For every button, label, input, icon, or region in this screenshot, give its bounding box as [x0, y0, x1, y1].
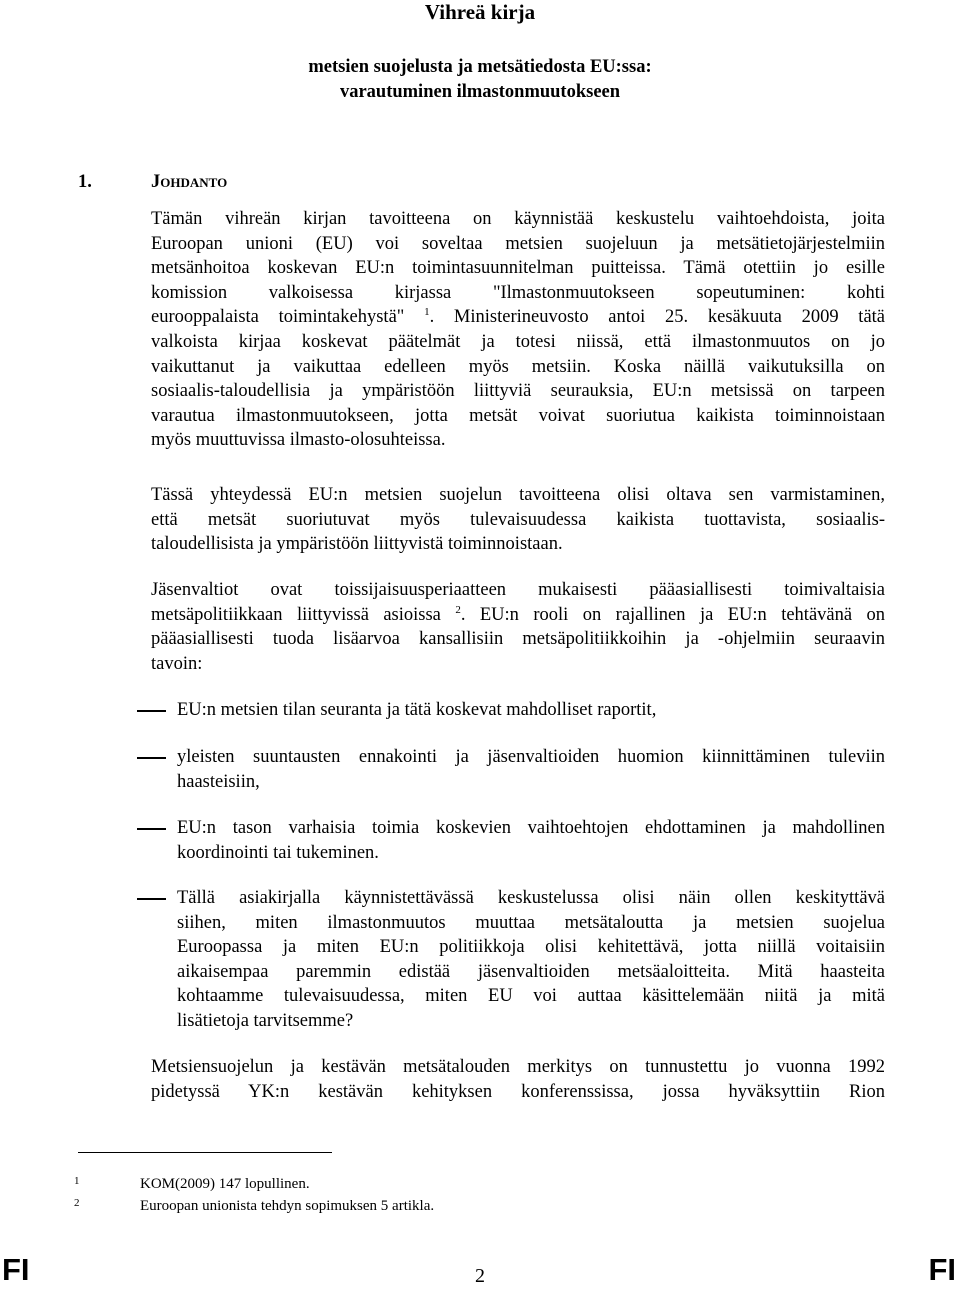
dash-icon [137, 757, 166, 759]
paragraph-line: että metsät suoriutuvat myös tulevaisuudessa kaikista tuottavista, sosiaalis- [151, 509, 885, 530]
bullet-line: koordinointi tai tukeminen. [177, 842, 379, 863]
footnote-text: KOM(2009) 147 lopullinen. [140, 1176, 310, 1192]
paragraph-line: pääasiallisesti tuoda lisäarvoa kansallisiin metsäpolitiikkoihin ja -ohjelmiin seuraavin [151, 629, 885, 650]
subtitle-line: metsien suojelusta ja metsätiedosta EU:ssa: [308, 57, 652, 77]
paragraph-line [151, 305, 885, 330]
paragraph-line: vaikuttanut ja vaikuttaa edelleen myös metsiin. Koska näillä vaikutuksilla on [151, 356, 885, 377]
paragraph-line: sosiaalis-taloudellisia ja ympäristöön liittyviä seurauksia, EU:n metsissä on tarpeen [151, 381, 885, 402]
paragraph-context [151, 483, 885, 557]
bullet-line: EU:n metsien tilan seuranta ja tätä koskevat mahdolliset raportit, [177, 700, 657, 720]
paragraph-intro [151, 207, 885, 453]
paragraph-line: Jäsenvaltiot ovat toissijaisuusperiaatteen mukaisesti pääasiallisesti toimivaltaisia [151, 580, 885, 600]
dash-icon [137, 828, 166, 830]
paragraph-line: pidetyssä YK:n kestävän kehityksen konferenssissa, jossa hyväksyttiin Rion [151, 1081, 885, 1102]
bullet-line: EU:n tason varhaisia toimia koskevien vaihtoehtojen ehdottaminen ja mahdollinen [177, 818, 885, 838]
bullet-line: haasteisiin, [177, 771, 260, 792]
paragraph-line: valkoista kirjaa koskevat päätelmät ja totesi niissä, että ilmastonmuutos on jo [151, 331, 885, 352]
section-heading [0, 169, 960, 195]
footnote-separator [78, 1152, 332, 1153]
footnote-number: 1 [74, 1175, 80, 1187]
line-text: eurooppalaista toimintakehystä" [151, 307, 405, 328]
paragraph-line: taloudellisista ja ympäristöön liittyvistä toiminnoistaan. [151, 534, 563, 555]
line-text: . Ministerineuvosto antoi 25. kesäkuuta 2009 tätä [429, 307, 886, 328]
footnote [0, 1195, 960, 1217]
bullet-line: kohtaamme tulevaisuudessa, miten EU voi auttaa käsittelemään niitä ja mitä [177, 986, 885, 1007]
footnote-number: 2 [74, 1197, 80, 1209]
bullet-line: aikaisempaa paremmin edistää jäsenvaltioiden metsäaloitteita. Mitä haasteita [177, 961, 885, 982]
paragraph-line: Metsiensuojelun ja kestävän metsätalouden merkitys on tunnustettu jo vuonna 1992 [151, 1057, 885, 1077]
document-subtitle [0, 55, 960, 105]
paragraph-line: Tässä yhteydessä EU:n metsien suojelun tavoitteena olisi oltava sen varmistaminen, [151, 485, 885, 505]
paragraph-line: komission valkoisessa kirjassa "Ilmastonmuutokseen sopeutuminen: kohti [151, 282, 885, 303]
paragraph-line: varautua ilmastonmuutokseen, jotta metsät voivat suoriutua kaikista toiminnoistaan [151, 405, 885, 426]
paragraph-line: metsänhoitoa koskevan EU:n toimintasuunnitelman puitteissa. Tämä otettiin jo esille [151, 258, 885, 279]
dash-icon [137, 898, 166, 900]
bullet-line: Tällä asiakirjalla käynnistettävässä keskustelussa olisi näin ollen keskityttävä [177, 888, 885, 908]
paragraph-line: myös muuttuvissa ilmasto-olosuhteissa. [151, 430, 446, 451]
section-number: 1. [78, 172, 92, 192]
document-title: Vihreä kirja [424, 0, 536, 24]
footnote-ref: 2 [455, 603, 461, 616]
subtitle-line: varautuminen ilmastonmuutokseen [339, 82, 621, 102]
paragraph-line: tavoin: [151, 653, 203, 674]
footnote-ref: 1 [424, 306, 430, 319]
paragraph-member-states [151, 578, 885, 676]
page-number: 2 [475, 1265, 485, 1287]
bullet-line: lisätietoja tarvitsemme? [177, 1010, 354, 1031]
footer-language-code: FI [928, 1252, 956, 1287]
paragraph-line [151, 603, 885, 628]
line-text: metsäpolitiikkaan liittyvissä asioissa [151, 604, 441, 625]
dash-icon [137, 710, 166, 712]
line-text: . EU:n rooli on rajallinen ja EU:n tehtävänä on [460, 604, 886, 625]
section-title: Johdanto [151, 172, 228, 192]
bullet-line: siihen, miten ilmastonmuutos muuttaa metsätaloutta ja metsien suojelua [177, 912, 885, 933]
bullet-line: yleisten suuntausten ennakointi ja jäsenvaltioiden huomion kiinnittäminen tuleviin [177, 747, 885, 767]
paragraph-line: Euroopan unioni (EU) voi soveltaa metsien suojeluun ja metsätietojärjestelmiin [151, 233, 885, 254]
bullet-line: Euroopassa ja miten EU:n politiikkoja olisi kehitettävä, jotta niillä voitaisiin [177, 937, 885, 958]
paragraph-rio [151, 1055, 885, 1104]
paragraph-line: Tämän vihreän kirjan tavoitteena on käynnistää keskustelu vaihtoehdoista, joita [151, 209, 885, 229]
footer-language-code: FI [2, 1252, 30, 1287]
footnote [0, 1173, 960, 1195]
footnote-text: Euroopan unionista tehdyn sopimuksen 5 artikla. [140, 1198, 435, 1214]
